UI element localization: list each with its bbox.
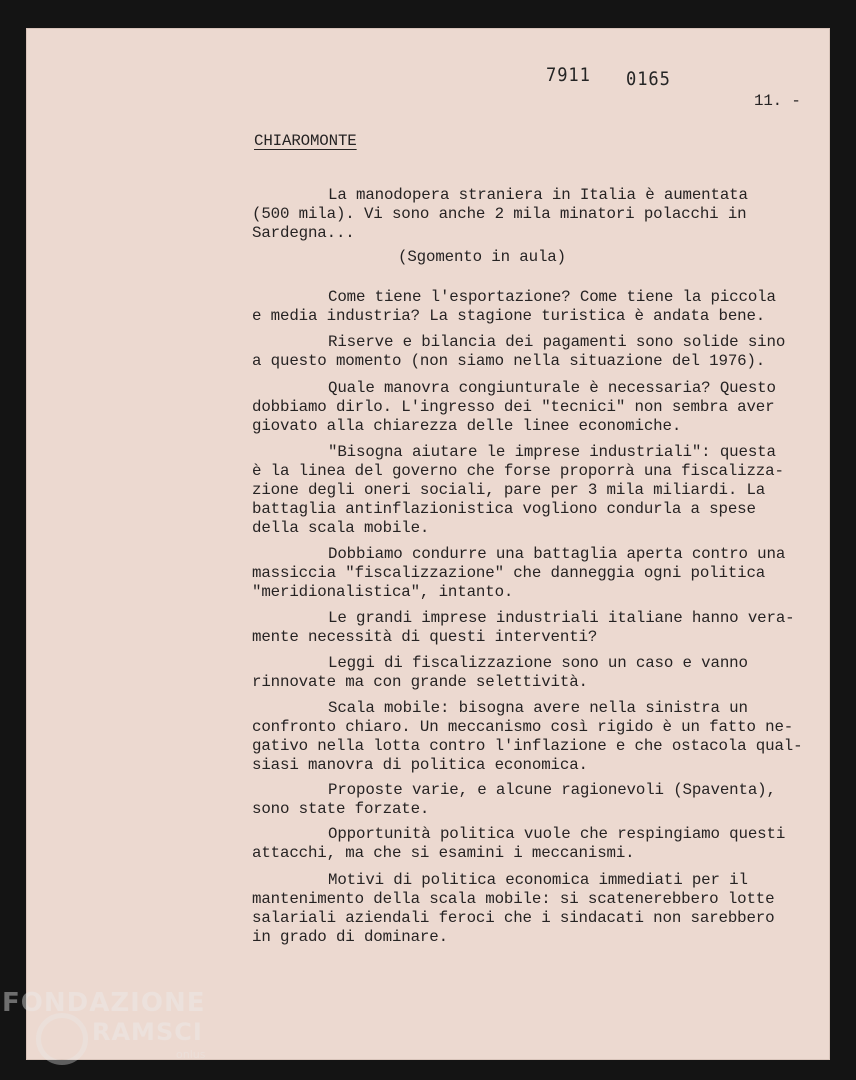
g-circle-icon: [36, 1013, 88, 1065]
folio-number: 0165: [626, 68, 671, 90]
text-line: massiccia "fiscalizzazione" che danneggia ogni politica: [252, 564, 766, 582]
text-line: in grado di dominare.: [252, 928, 448, 946]
text-line: salariali aziendali feroci che i sindacati non sarebbero: [252, 909, 775, 927]
text-line: e media industria? La stagione turistica è andata bene.: [252, 307, 766, 325]
text-line: Sardegna...: [252, 224, 355, 242]
text-line: a questo momento (non siamo nella situazione del 1976).: [252, 352, 766, 370]
text-line: battaglia antinflazionistica vogliono condurla a spese: [252, 500, 756, 518]
text-line: mantenimento della scala mobile: si scatenerebbero lotte: [252, 890, 775, 908]
text-line: rinnovate ma con grande selettività.: [252, 673, 588, 691]
watermark-line2: RAMSCI: [92, 1018, 203, 1046]
text-line: zione degli oneri sociali, pare per 3 mila miliardi. La: [252, 481, 766, 499]
text-line: (Sgomento in aula): [398, 248, 566, 266]
text-line: mente necessità di questi interventi?: [252, 628, 598, 646]
archive-number: 7911: [546, 64, 591, 86]
text-line: sono state forzate.: [252, 800, 430, 818]
text-line: Proposte varie, e alcune ragionevoli (Spaventa),: [328, 781, 776, 799]
text-line: La manodopera straniera in Italia è aumentata: [328, 186, 748, 204]
fondazione-gramsci-watermark: [0, 980, 230, 1080]
text-line: Leggi di fiscalizzazione sono un caso e vanno: [328, 654, 748, 672]
text-line: Come tiene l'esportazione? Come tiene la piccola: [328, 288, 776, 306]
text-line: (500 mila). Vi sono anche 2 mila minatori polacchi in: [252, 205, 747, 223]
text-line: Le grandi imprese industriali italiane hanno vera-: [328, 609, 795, 627]
text-line: confronto chiaro. Un meccanismo così rigido è un fatto ne-: [252, 718, 794, 736]
watermark-line1: FONDAZIONE: [2, 988, 206, 1018]
speaker-heading: CHIAROMONTE: [254, 132, 357, 150]
text-line: giovato alla chiarezza delle linee economiche.: [252, 417, 682, 435]
text-line: attacchi, ma che si esamini i meccanismi.: [252, 844, 635, 862]
document-page: [26, 28, 830, 1060]
text-line: della scala mobile.: [252, 519, 430, 537]
text-line: "meridionalistica", intanto.: [252, 583, 514, 601]
text-line: gativo nella lotta contro l'inflazione e che ostacola qual-: [252, 737, 803, 755]
page-number: 11. -: [754, 92, 801, 110]
text-line: Quale manovra congiunturale è necessaria? Questo: [328, 379, 776, 397]
text-line: è la linea del governo che forse proporrà una fiscalizza-: [252, 462, 784, 480]
text-line: "Bisogna aiutare le imprese industriali": questa: [328, 443, 776, 461]
text-line: Dobbiamo condurre una battaglia aperta contro una: [328, 545, 786, 563]
text-line: Riserve e bilancia dei pagamenti sono solide sino: [328, 333, 786, 351]
text-line: Scala mobile: bisogna avere nella sinistra un: [328, 699, 748, 717]
watermark-line3: onlus: [176, 1048, 206, 1061]
text-line: dobbiamo dirlo. L'ingresso dei "tecnici" non sembra aver: [252, 398, 775, 416]
text-line: siasi manovra di politica economica.: [252, 756, 588, 774]
text-line: Opportunità politica vuole che respingiamo questi: [328, 825, 786, 843]
text-line: Motivi di politica economica immediati per il: [328, 871, 748, 889]
